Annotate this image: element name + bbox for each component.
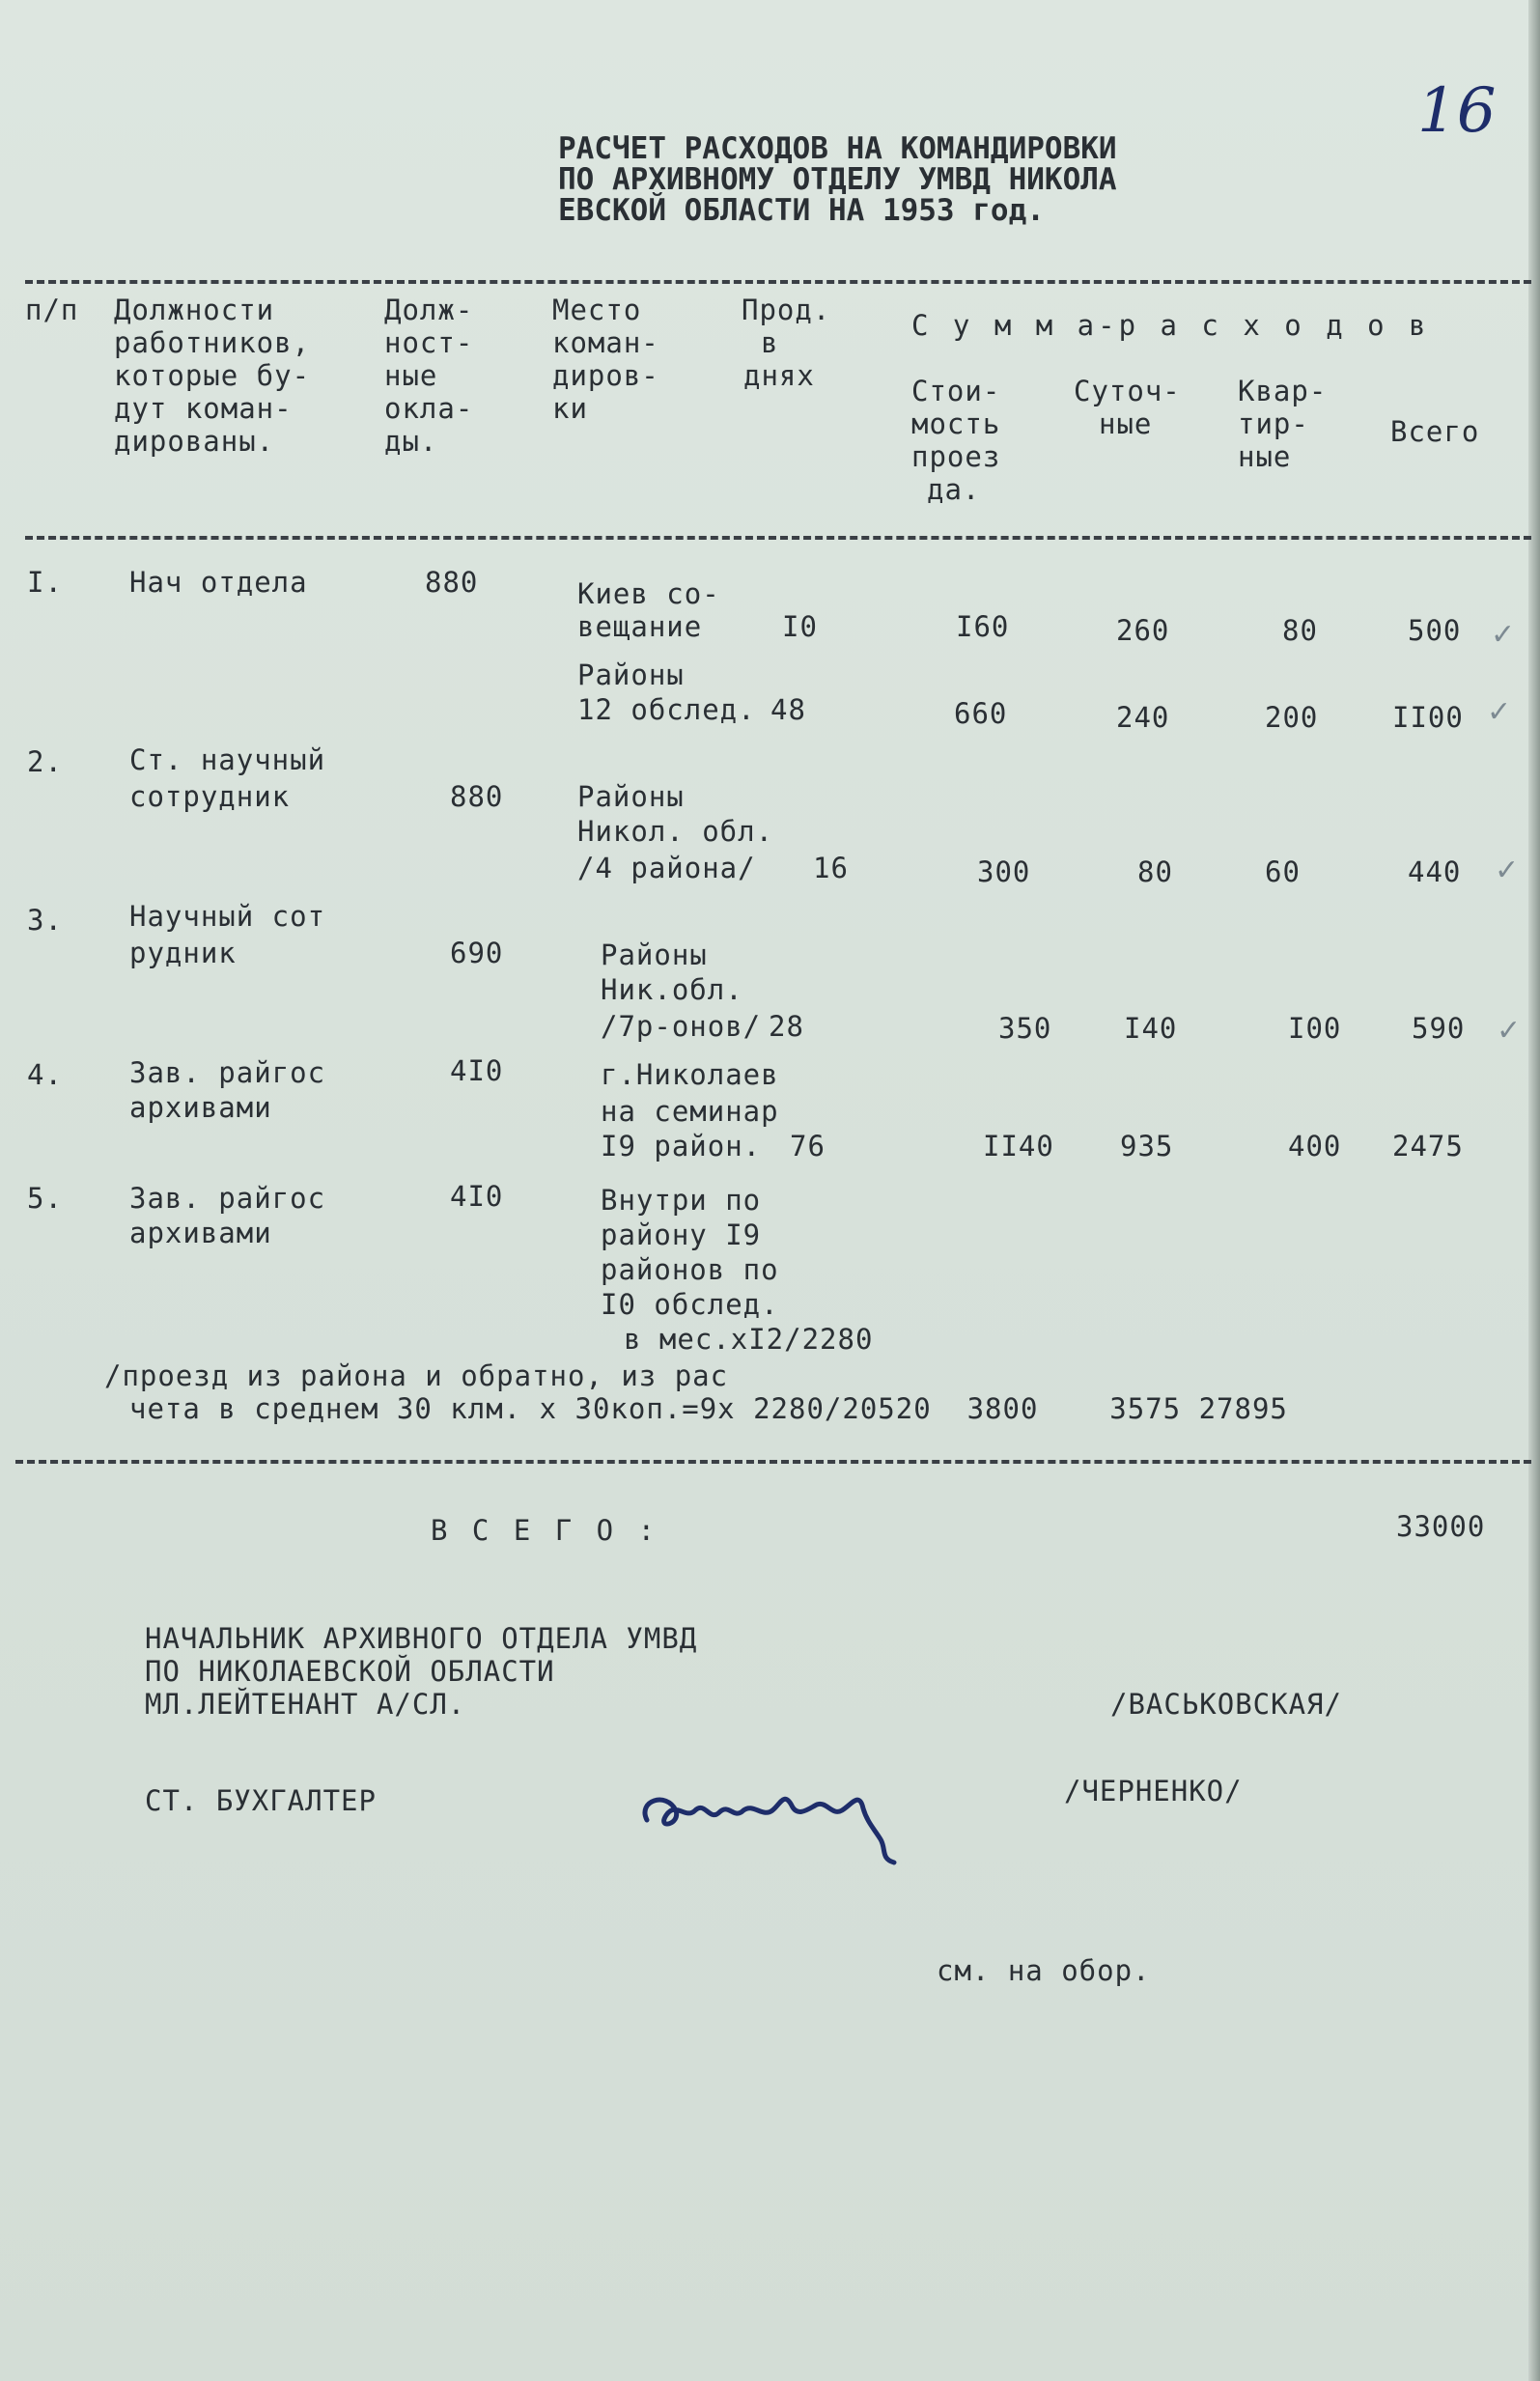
footer-note: см. на обор.: [937, 1954, 1151, 1987]
row-2-place-1: Районы: [577, 780, 685, 813]
note-line-2: чета в среднем 30 клм. х 30коп.=9х 2280/20520 3800 3575 27895: [129, 1392, 1288, 1425]
row-1b-housing: 200: [1265, 701, 1319, 734]
header-travel-3: проез: [911, 440, 1001, 473]
header-days-1: Прод.: [742, 294, 831, 326]
header-days-2: в: [761, 326, 779, 359]
header-place-4: ки: [552, 392, 588, 425]
row-5-place-5: в мес.хI2/2280: [624, 1323, 874, 1356]
title-line-2: ПО АРХИВНОМУ ОТДЕЛУ УМВД НИКОЛА: [558, 162, 1117, 197]
row-4-position-2: архивами: [129, 1091, 272, 1124]
header-salary-4: окла-: [384, 392, 474, 425]
row-1b-travel: 660: [954, 697, 1008, 730]
row-3-position-1: Научный сот: [129, 900, 326, 933]
page-number: 16: [1417, 75, 1497, 147]
title-line-1: РАСЧЕТ РАСХОДОВ НА КОМАНДИРОВКИ: [558, 131, 1117, 166]
header-position-4: дут коман-: [114, 392, 293, 425]
row-2-housing: 60: [1265, 855, 1301, 888]
check-mark: ✓: [1491, 618, 1516, 652]
row-4-number: 4.: [27, 1058, 63, 1091]
header-position-1: Должности: [114, 294, 275, 326]
row-1-daily: 260: [1116, 614, 1170, 647]
row-3-place-2: Ник.обл.: [601, 973, 743, 1006]
row-1b-days: 48: [770, 693, 806, 726]
header-daily-1: Суточ-: [1074, 375, 1181, 407]
accountant-label: СТ. БУХГАЛТЕР: [145, 1784, 377, 1817]
accountant-name: /ЧЕРНЕНКО/: [1064, 1775, 1243, 1807]
header-days-3: днях: [743, 359, 815, 392]
row-1b-daily: 240: [1116, 701, 1170, 734]
note-line-1: /проезд из района и обратно, из рас: [104, 1359, 729, 1392]
row-5-place-4: I0 обслед.: [601, 1288, 779, 1321]
row-2-place-3: /4 района/: [577, 852, 756, 884]
row-4-place-3: I9 район.: [601, 1130, 762, 1162]
header-daily-2: ные: [1099, 407, 1153, 440]
row-4-housing: 400: [1288, 1130, 1342, 1162]
row-3-salary: 690: [450, 937, 504, 969]
table-bottom-rule: [15, 1460, 1531, 1464]
row-5-salary: 4I0: [450, 1180, 504, 1213]
row-2-travel: 300: [977, 855, 1031, 888]
row-5-place-2: району I9: [601, 1219, 762, 1251]
row-1b-place-1: Районы: [577, 658, 685, 691]
check-mark: ✓: [1497, 1014, 1522, 1048]
row-4-place-2: на семинар: [601, 1095, 779, 1128]
row-3-housing: I00: [1288, 1012, 1342, 1045]
table-top-rule: [25, 280, 1531, 284]
row-1-housing: 80: [1282, 614, 1318, 647]
row-1b-total: II00: [1392, 701, 1464, 734]
row-4-travel: II40: [983, 1130, 1054, 1162]
row-4-total: 2475: [1392, 1130, 1464, 1162]
header-place-1: Место: [552, 294, 642, 326]
row-2-daily: 80: [1137, 855, 1173, 888]
row-2-number: 2.: [27, 745, 63, 778]
check-mark: ✓: [1487, 695, 1512, 729]
row-1-total: 500: [1408, 614, 1462, 647]
row-4-daily: 935: [1120, 1130, 1174, 1162]
row-3-place-3: /7р-онов/: [601, 1010, 762, 1043]
header-housing-1: Квар-: [1238, 375, 1328, 407]
head-name: /ВАСЬКОВСКАЯ/: [1110, 1688, 1342, 1721]
header-salary-3: ные: [384, 359, 438, 392]
row-1-place-1: Киев со-: [577, 577, 720, 610]
row-1-salary: 880: [425, 566, 479, 599]
row-2-position-2: сотрудник: [129, 780, 291, 813]
row-3-number: 3.: [27, 904, 63, 937]
row-3-daily: I40: [1124, 1012, 1178, 1045]
header-housing-2: тир-: [1238, 407, 1309, 440]
row-4-days: 76: [790, 1130, 826, 1162]
header-salary-2: ност-: [384, 326, 474, 359]
row-1-position: Нач отдела: [129, 566, 308, 599]
header-travel-1: Стои-: [911, 375, 1001, 407]
row-3-total: 590: [1412, 1012, 1466, 1045]
row-2-days: 16: [813, 852, 849, 884]
row-3-position-2: рудник: [129, 937, 237, 969]
header-travel-2: мость: [911, 407, 1001, 440]
row-5-position-2: архивами: [129, 1217, 272, 1249]
header-housing-3: ные: [1238, 440, 1292, 473]
row-2-salary: 880: [450, 780, 504, 813]
head-title-line-3: МЛ.ЛЕЙТЕНАНТ А/СЛ.: [145, 1688, 466, 1721]
row-5-position-1: Зав. райгос: [129, 1182, 326, 1215]
head-title-line-1: НАЧАЛЬНИК АРХИВНОГО ОТДЕЛА УМВД: [145, 1622, 698, 1655]
header-place-2: коман-: [552, 326, 659, 359]
header-bottom-rule: [25, 536, 1531, 540]
row-4-position-1: Зав. райгос: [129, 1056, 326, 1089]
row-1b-place-2: 12 обслед.: [577, 693, 756, 726]
head-title-line-2: ПО НИКОЛАЕВСКОЙ ОБЛАСТИ: [145, 1655, 555, 1688]
row-4-salary: 4I0: [450, 1054, 504, 1087]
row-1-number: I.: [27, 566, 63, 599]
row-3-travel: 350: [998, 1012, 1052, 1045]
header-travel-4: да.: [927, 473, 981, 506]
row-5-number: 5.: [27, 1182, 63, 1215]
row-2-place-2: Никол. обл.: [577, 815, 774, 848]
row-1-days: I0: [782, 610, 818, 643]
title-line-3: ЕВСКОЙ ОБЛАСТИ НА 1953 год.: [558, 193, 1045, 228]
header-position-2: работников,: [114, 326, 311, 359]
row-4-place-1: г.Николаев: [601, 1058, 779, 1091]
total-label: В С Е Г О :: [431, 1514, 659, 1547]
row-2-position-1: Ст. научный: [129, 743, 326, 776]
row-5-place-1: Внутри по: [601, 1184, 762, 1217]
header-position-3: которые бу-: [114, 359, 311, 392]
page-edge: [1528, 0, 1540, 2381]
check-mark: ✓: [1495, 854, 1520, 887]
row-5-place-3: районов по: [601, 1253, 779, 1286]
header-salary-1: Долж-: [384, 294, 474, 326]
header-sum: С у м м а-р а с х о д о в: [911, 309, 1430, 342]
header-col-num: п/п: [25, 294, 79, 326]
header-total: Всего: [1390, 415, 1480, 448]
row-1-place-2: вещание: [577, 610, 703, 643]
row-3-place-1: Районы: [601, 938, 708, 971]
handwritten-signature: [628, 1762, 917, 1868]
header-salary-5: ды.: [384, 425, 438, 458]
row-3-days: 28: [769, 1010, 804, 1043]
row-1-travel: I60: [956, 610, 1010, 643]
header-position-5: дированы.: [114, 425, 275, 458]
header-place-3: диров-: [552, 359, 659, 392]
row-2-total: 440: [1408, 855, 1462, 888]
total-value: 33000: [1396, 1510, 1486, 1543]
